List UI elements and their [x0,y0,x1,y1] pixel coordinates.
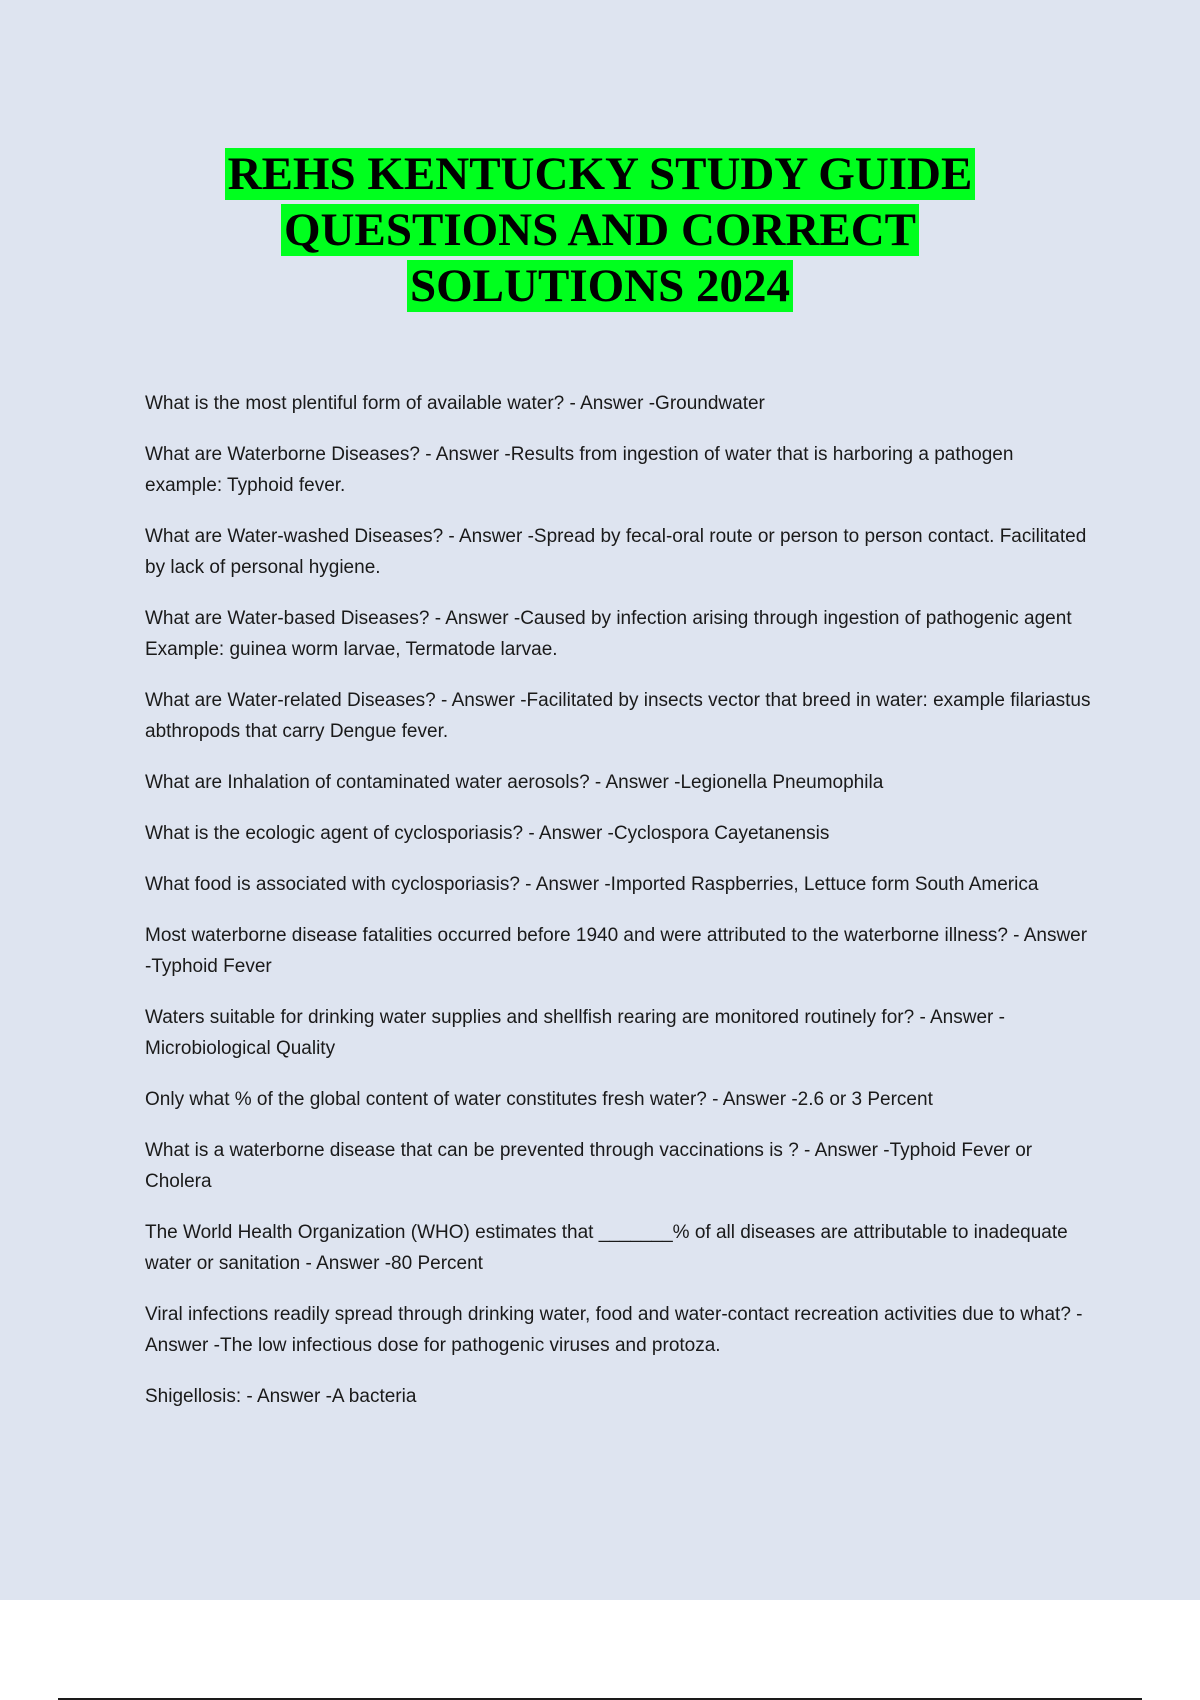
title-line-1 [0,146,1200,202]
question-answer-list [145,388,1095,1432]
title-line-1-text: REHS KENTUCKY STUDY GUIDE [225,148,976,200]
qa-item: What are Water-related Diseases? - Answer -Facilitated by insects vector that breed in water: example filariastus abthropods that carry Dengue fever. [145,690,1091,742]
qa-item: What are Waterborne Diseases? - Answer -Results from ingestion of water that is harboring a pathogen example: Typhoid fever. [145,444,1014,496]
document-title [0,146,1200,314]
qa-item: What is the ecologic agent of cyclosporiasis? - Answer -Cyclospora Cayetanensis [145,823,830,844]
title-line-2-text: QUESTIONS AND CORRECT [281,204,919,256]
title-line-3 [0,258,1200,314]
qa-item: Waters suitable for drinking water supplies and shellfish rearing are monitored routinely for? - Answer -Microbiological Quality [145,1007,1005,1059]
qa-item: The World Health Organization (WHO) estimates that _______% of all diseases are attributable to inadequate water or sanitation - Answer -80 Percent [145,1222,1068,1274]
qa-item: Only what % of the global content of water constitutes fresh water? - Answer -2.6 or 3 Percent [145,1089,933,1110]
title-line-2 [0,202,1200,258]
qa-item: What are Inhalation of contaminated water aerosols? - Answer -Legionella Pneumophila [145,772,884,793]
qa-item: What is the most plentiful form of available water? - Answer -Groundwater [145,393,765,414]
qa-item: Viral infections readily spread through drinking water, food and water-contact recreation activities due to what? - Answer -The low infectious dose for pathogenic viruses and protoza. [145,1304,1083,1356]
qa-item: Shigellosis: - Answer -A bacteria [145,1386,417,1407]
qa-item: What are Water-based Diseases? - Answer -Caused by infection arising through ingestion of pathogenic agent Example: guinea worm larvae, Termatode larvae. [145,608,1072,660]
qa-item: What food is associated with cyclosporiasis? - Answer -Imported Raspberries, Lettuce form South America [145,874,1039,895]
qa-item: Most waterborne disease fatalities occurred before 1940 and were attributed to the waterborne illness? - Answer -Typhoid Fever [145,925,1088,977]
qa-item: What are Water-washed Diseases? - Answer -Spread by fecal-oral route or person to person contact. Facilitated by lack of personal hygiene. [145,526,1087,578]
title-line-3-text: SOLUTIONS 2024 [407,260,793,312]
qa-item: What is a waterborne disease that can be prevented through vaccinations is ? - Answer -Typhoid Fever or Cholera [145,1140,1033,1192]
